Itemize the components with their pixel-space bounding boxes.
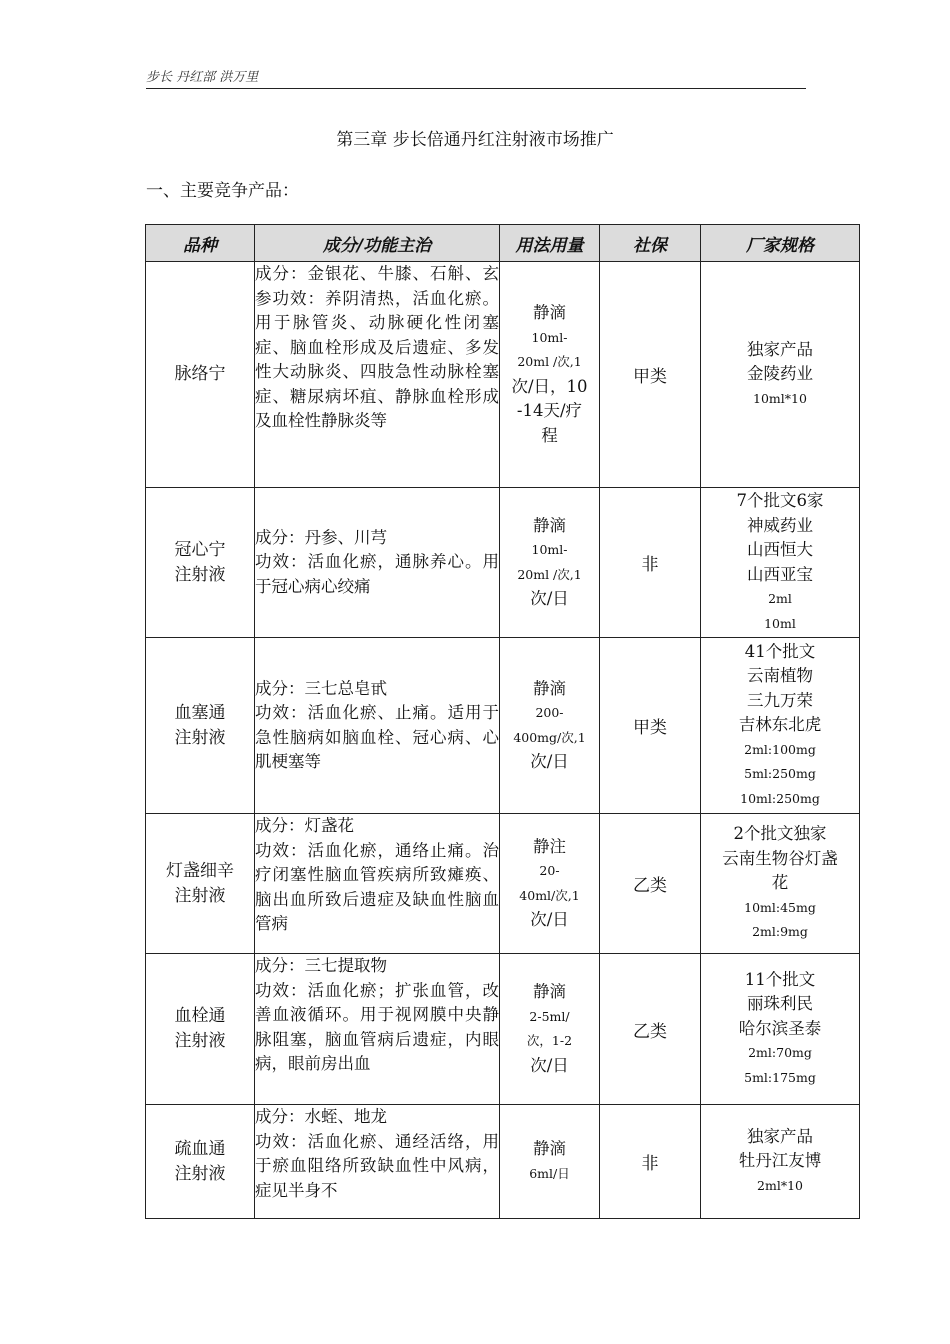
table-row	[146, 262, 860, 488]
usage-line: 400mg/次,1	[513, 729, 586, 745]
usage-cell	[500, 638, 600, 814]
usage-line: 次/日	[530, 1055, 569, 1075]
maker-line: 花	[771, 873, 789, 893]
usage-line: 次/日	[530, 589, 569, 608]
maker-line: 云南生物谷灯盏	[722, 848, 838, 868]
usage-line: 静滴	[533, 303, 566, 322]
product-name-cell	[146, 262, 255, 488]
composition-cell	[255, 814, 500, 954]
maker-line: 41个批文	[744, 641, 816, 661]
maker-cell	[701, 814, 860, 954]
composition-cell	[255, 954, 500, 1105]
maker-line: 10ml*10	[753, 390, 807, 406]
usage-line: 静滴	[533, 982, 566, 1001]
table-row	[146, 954, 860, 1105]
maker-line: 山西恒大	[747, 540, 813, 559]
composition-text: 功效：活血化瘀、通经活络，用于瘀血阻络所致缺血性中风病，症见半身不	[255, 1131, 499, 1200]
maker-line: 10ml:250mg	[740, 790, 820, 806]
table-row	[146, 1105, 860, 1219]
maker-cell	[701, 488, 860, 638]
table-header-row	[146, 225, 860, 262]
maker-line: 神威药业	[747, 515, 813, 535]
competitor-table	[145, 224, 860, 1219]
section-title: 一、主要竞争产品：	[146, 181, 299, 201]
product-name-line: 注射液	[174, 564, 226, 585]
product-name-cell	[146, 488, 255, 638]
composition-text: 功效：活血化瘀；扩张血管，改善血液循环。用于视网膜中央静脉阻塞，脑血管病后遗症，内眼病，眼前房出血	[255, 980, 499, 1073]
table-row	[146, 814, 860, 954]
maker-line: 5ml:250mg	[744, 766, 816, 782]
product-name-line: 注射液	[174, 1163, 226, 1184]
usage-line: 6ml/日	[529, 1165, 570, 1181]
header-composition: 成分/功能主治	[255, 225, 500, 262]
composition-text: 功效：活血化瘀、止痛。适用于急性脑病如脑血栓、冠心病、心肌梗塞等	[255, 703, 499, 771]
insurance-cell: 非	[600, 1105, 701, 1219]
usage-cell	[500, 262, 600, 488]
product-name-line: 灯盏细辛	[166, 860, 234, 881]
usage-line: 10ml-	[531, 542, 568, 557]
usage-cell	[500, 1105, 600, 1219]
maker-line: 三九万荣	[747, 690, 813, 710]
composition-text: 成分：三七提取物	[255, 956, 387, 975]
maker-line: 独家产品	[747, 339, 813, 359]
header-usage: 用法用量	[500, 225, 600, 262]
usage-line: 次，1-2	[526, 1033, 573, 1048]
table-body	[146, 262, 860, 1219]
composition-text: 功效：活血化瘀，通络止痛。治疗闭塞性脑血管疾病所致瘫痪、脑出血所致后遗症及缺血性脑血管病	[255, 840, 499, 933]
usage-line: 40ml/次,1	[519, 887, 580, 903]
usage-line: 2-5ml/	[529, 1008, 570, 1024]
usage-line: 静注	[533, 836, 566, 856]
product-name-line: 注射液	[174, 727, 226, 748]
product-name-line: 脉络宁	[174, 364, 226, 384]
table-row	[146, 488, 860, 638]
product-name-line: 血栓通	[174, 1006, 226, 1026]
maker-line: 山西亚宝	[747, 564, 813, 584]
page-header	[146, 66, 806, 89]
usage-line: 20ml /次,1	[517, 566, 582, 582]
usage-cell	[500, 954, 600, 1105]
maker-line: 5ml:175mg	[744, 1069, 816, 1085]
maker-line: 7个批文6家	[736, 491, 824, 510]
maker-line: 哈尔滨圣泰	[738, 1018, 822, 1038]
header-maker: 厂家规格	[701, 225, 860, 262]
maker-cell	[701, 1105, 860, 1219]
maker-line: 2ml	[768, 591, 792, 606]
composition-cell	[255, 1105, 500, 1219]
maker-line: 10ml	[764, 615, 796, 631]
product-name-line: 血塞通	[174, 702, 226, 723]
usage-line: 程	[541, 425, 558, 445]
maker-line: 2ml*10	[757, 1177, 803, 1193]
product-name-line: 疏血通	[174, 1138, 226, 1159]
usage-line: -14天/疗	[516, 401, 583, 420]
usage-line: 20-	[539, 863, 560, 878]
usage-line: 次/日	[530, 752, 569, 771]
maker-line: 11个批文	[744, 969, 816, 989]
product-name-line: 注射液	[174, 1031, 226, 1051]
insurance-cell: 乙类	[600, 814, 701, 954]
maker-cell	[701, 262, 860, 488]
maker-line: 2ml:100mg	[744, 741, 816, 757]
usage-line: 次/日，10	[511, 376, 588, 396]
maker-cell	[701, 638, 860, 814]
maker-line: 2ml:9mg	[752, 924, 808, 940]
composition-text: 成分：三七总皂甙	[255, 678, 387, 698]
maker-line: 金陵药业	[747, 364, 813, 384]
product-name-line: 冠心宁	[174, 539, 226, 560]
composition-cell	[255, 638, 500, 814]
header-insurance: 社保	[600, 225, 701, 262]
usage-line: 10ml-	[531, 329, 568, 345]
usage-line: 静滴	[533, 678, 566, 698]
composition-text: 成分：灯盏花	[255, 816, 354, 835]
insurance-cell: 甲类	[600, 638, 701, 814]
product-name-line: 注射液	[174, 885, 226, 906]
product-name-cell	[146, 814, 255, 954]
header-variety: 品种	[146, 225, 255, 262]
product-name-cell	[146, 1105, 255, 1219]
usage-cell	[500, 488, 600, 638]
usage-cell	[500, 814, 600, 954]
maker-line: 10ml:45mg	[744, 899, 816, 915]
insurance-cell: 乙类	[600, 954, 701, 1105]
usage-line: 次/日	[530, 910, 569, 929]
usage-line: 20ml /次,1	[517, 354, 582, 369]
usage-line: 200-	[535, 705, 564, 720]
insurance-cell: 甲类	[600, 262, 701, 488]
composition-cell	[255, 488, 500, 638]
composition-text: 成分：水蛭、地龙	[255, 1107, 387, 1126]
usage-line: 静滴	[533, 1139, 566, 1158]
composition-text: 成分：丹参、川芎	[255, 527, 387, 547]
maker-line: 牡丹江友博	[738, 1151, 822, 1171]
header-text: 步长 丹红部 洪万里	[146, 70, 259, 85]
usage-line: 静滴	[533, 515, 566, 535]
table-row	[146, 638, 860, 814]
maker-line: 独家产品	[747, 1126, 813, 1146]
product-name-cell	[146, 638, 255, 814]
composition-text: 功效：活血化瘀，通脉养心。用于冠心病心绞痛	[255, 552, 499, 596]
product-name-cell	[146, 954, 255, 1105]
chapter-title: 第三章 步长倍通丹红注射液市场推广	[336, 130, 614, 150]
maker-cell	[701, 954, 860, 1105]
maker-line: 丽珠利民	[747, 994, 813, 1014]
composition-text: 成分：金银花、牛膝、石斛、玄参功效：养阴清热，活血化瘀。用于脉管炎、动脉硬化性闭塞症、脑血栓形成及后遗症、多发性大动脉炎、四肢急性动脉栓塞症、糖尿病坏疽、静脉血栓形成及血栓性静脉炎等	[255, 264, 499, 430]
composition-cell	[255, 262, 500, 488]
maker-line: 吉林东北虎	[738, 715, 822, 735]
maker-line: 2ml:70mg	[748, 1045, 812, 1061]
maker-line: 云南植物	[747, 666, 813, 686]
maker-line: 2个批文独家	[733, 824, 827, 844]
insurance-cell: 非	[600, 488, 701, 638]
